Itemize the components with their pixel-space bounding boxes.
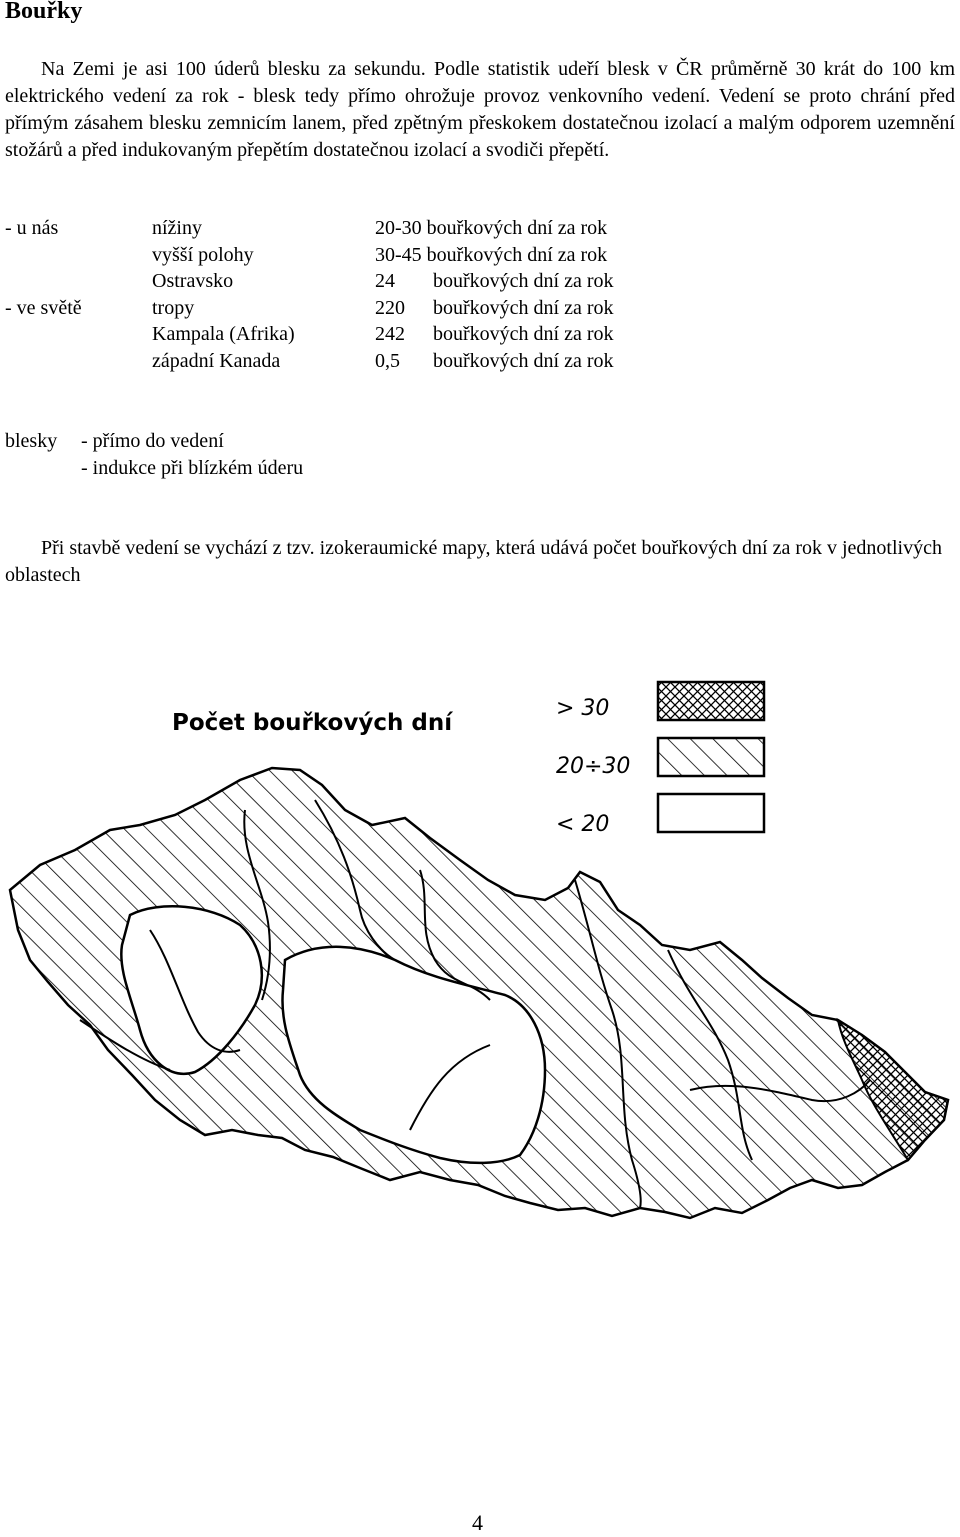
stats-unit: bouřkových dní za rok [433,296,614,319]
map-graphic [0,660,960,1220]
isokeraunic-map [0,660,960,1220]
page-title: Bouřky [5,0,83,24]
stats-place: Kampala (Afrika) [152,323,295,346]
legend-label: > 30 [556,696,610,721]
stats-place: vyšší polohy [152,243,254,266]
lightning-item: - indukce při blízkém úderu [81,456,304,479]
lightning-label: blesky [5,430,58,452]
intro-paragraph: Na Zemi je asi 100 úderů blesku za sekundu. Podle statistik udeří blesk v ČR průměrně 30 krát do 100 km elektrického vedení za rok - blesk tedy přímo ohrožuje provoz venkovního vedení. Vedení se proto chrání před přímým zásahem blesku zemnicím lanem, před zpětným přeskokem dostatečnou izolací a malým odporem uzemnění stožárů a před indukovaným přepětím dostatečnou izolací a svodiči přepětí. [5,58,955,161]
stats-unit: bouřkových dní za rok [433,270,614,293]
lightning-item: - přímo do vedení [81,430,224,452]
legend-label: < 20 [556,812,610,837]
stats-place: nížiny [152,217,202,239]
stats-unit: bouřkových dní za rok [433,349,614,372]
stats-value: 30-45 bouřkových dní za rok [375,243,608,266]
stats-place: západní Kanada [152,349,281,372]
stats-value: 20-30 bouřkových dní za rok [375,217,608,239]
stats-group: - u nás [5,217,59,239]
stats-number: 24 [375,270,395,293]
stats-number: 242 [375,323,405,346]
isokeraunic-note: Při stavbě vedení se vychází z tzv. izokeraumické mapy, která udává počet bouřkových dní za rok v jednotlivých oblastech [5,537,942,586]
stats-place: tropy [152,296,195,319]
stats-place: Ostravsko [152,270,234,293]
legend-swatch-blank [658,794,764,832]
stats-unit: bouřkových dní za rok [433,323,614,346]
legend-swatch-crosshatch [658,682,764,720]
legend-label: 20÷30 [556,754,631,779]
map-title: Počet bouřkových dní [172,710,453,736]
stats-group: - ve světě [5,296,82,319]
stats-number: 0,5 [375,349,400,372]
stats-number: 220 [375,296,405,319]
page-number: 4 [472,1510,483,1535]
legend-swatch-hatch [658,738,764,776]
